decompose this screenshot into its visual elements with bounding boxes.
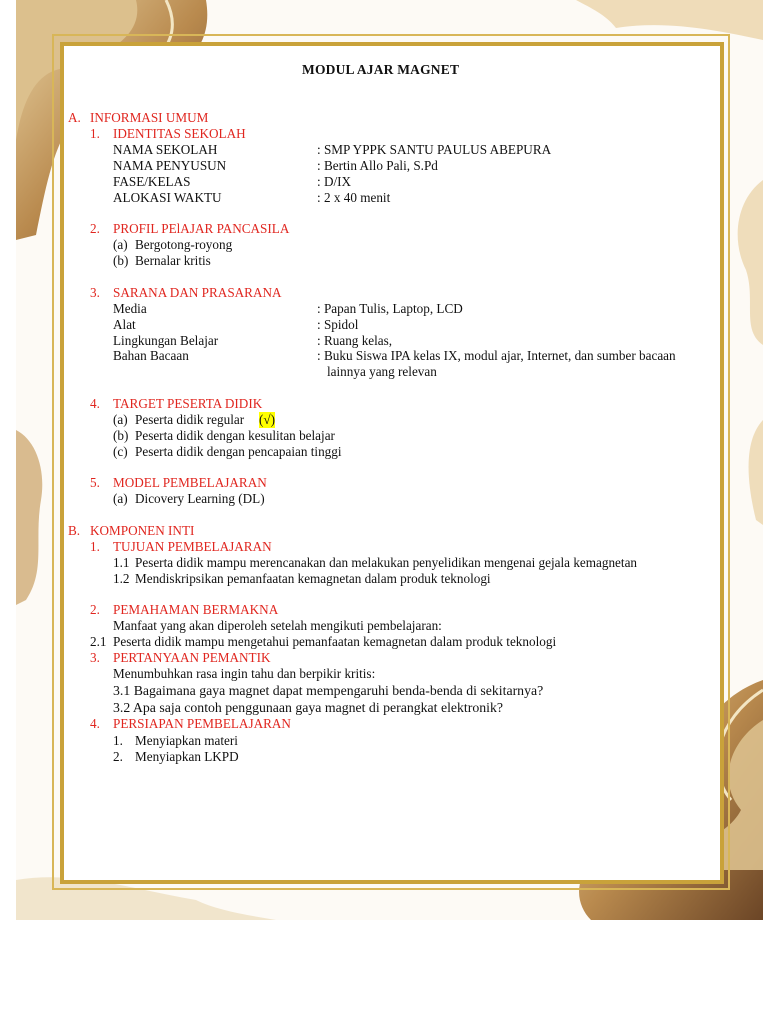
sarana-value-continuation: lainnya yang relevan [327, 364, 437, 379]
identitas-num: 1. [90, 126, 100, 141]
sarana-value: : Papan Tulis, Laptop, LCD [317, 301, 463, 316]
model-num: 5. [90, 475, 100, 490]
identitas-value: : D/IX [317, 174, 352, 189]
list-item: Peserta didik regular [135, 412, 245, 427]
sarana-label: Lingkungan Belajar [113, 333, 219, 348]
list-marker: (c) [113, 444, 128, 459]
list-item: Bernalar kritis [135, 253, 211, 268]
identitas-value: : Bertin Allo Pali, S.Pd [317, 158, 438, 173]
list-marker: 2. [113, 749, 123, 764]
list-item: Menyiapkan materi [135, 733, 238, 748]
pemahaman-heading: PEMAHAMAN BERMAKNA [113, 602, 279, 617]
pemahaman-intro: Manfaat yang akan diperoleh setelah mengikuti pembelajaran: [113, 618, 442, 633]
section-a-heading: INFORMASI UMUM [90, 110, 209, 125]
sarana-value: : Ruang kelas, [317, 333, 393, 348]
tujuan-heading: TUJUAN PEMBELAJARAN [113, 539, 272, 554]
pertanyaan-item: 3.1 Bagaimana gaya magnet dapat mempengaruhi benda-benda di sekitarnya? [113, 683, 544, 698]
page-title: MODUL AJAR MAGNET [302, 62, 460, 77]
identitas-heading: IDENTITAS SEKOLAH [113, 126, 246, 141]
identitas-label: NAMA SEKOLAH [113, 142, 218, 157]
list-item: Menyiapkan LKPD [135, 749, 239, 764]
selected-checkmark: (√) [259, 412, 276, 427]
list-item: Peserta didik dengan pencapaian tinggi [135, 444, 342, 459]
persiapan-num: 4. [90, 716, 100, 731]
sarana-label: Alat [113, 317, 136, 332]
section-b-heading: KOMPONEN INTI [90, 523, 195, 538]
list-item: Dicovery Learning (DL) [135, 491, 265, 506]
document-content [16, 0, 763, 920]
list-marker: 1.2 [113, 571, 130, 586]
identitas-label: NAMA PENYUSUN [113, 158, 227, 173]
sarana-value: : Buku Siswa IPA kelas IX, modul ajar, Internet, dan sumber bacaan [317, 348, 676, 363]
sarana-label: Media [113, 301, 147, 316]
profil-heading: PROFIL PElAJAR PANCASILA [113, 221, 290, 236]
list-item: Peserta didik dengan kesulitan belajar [135, 428, 335, 443]
target-num: 4. [90, 396, 100, 411]
pertanyaan-intro: Menumbuhkan rasa ingin tahu dan berpikir kritis: [113, 666, 376, 681]
sarana-heading: SARANA DAN PRASARANA [113, 285, 282, 300]
tujuan-num: 1. [90, 539, 100, 554]
persiapan-heading: PERSIAPAN PEMBELAJARAN [113, 716, 291, 731]
identitas-label: ALOKASI WAKTU [113, 190, 222, 205]
list-item: Bergotong-royong [135, 237, 233, 252]
list-marker: (b) [113, 428, 129, 443]
pemahaman-num: 2. [90, 602, 100, 617]
list-marker: (a) [113, 491, 128, 506]
list-marker: 2.1 [90, 634, 107, 649]
pertanyaan-heading: PERTANYAAN PEMANTIK [113, 650, 271, 665]
section-b-marker: B. [68, 523, 81, 538]
sarana-num: 3. [90, 285, 100, 300]
list-item: Peserta didik mampu merencanakan dan melakukan penyelidikan mengenai gejala kemagnetan [135, 555, 638, 570]
list-marker: 1.1 [113, 555, 130, 570]
identitas-label: FASE/KELAS [113, 174, 191, 189]
target-heading: TARGET PESERTA DIDIK [113, 396, 263, 411]
list-marker: (b) [113, 253, 129, 268]
identitas-value: : SMP YPPK SANTU PAULUS ABEPURA [317, 142, 552, 157]
list-marker: (a) [113, 412, 128, 427]
profil-num: 2. [90, 221, 100, 236]
list-marker: 1. [113, 733, 123, 748]
identitas-value: : 2 x 40 menit [317, 190, 391, 205]
list-item: Mendiskripsikan pemanfaatan kemagnetan dalam produk teknologi [135, 571, 491, 586]
pertanyaan-item: 3.2 Apa saja contoh penggunaan gaya magnet di perangkat elektronik? [113, 700, 504, 715]
sarana-value: : Spidol [317, 317, 359, 332]
pertanyaan-num: 3. [90, 650, 100, 665]
list-marker: (a) [113, 237, 128, 252]
list-item: Peserta didik mampu mengetahui pemanfaatan kemagnetan dalam produk teknologi [113, 634, 557, 649]
model-heading: MODEL PEMBELAJARAN [113, 475, 267, 490]
sarana-label: Bahan Bacaan [113, 348, 189, 363]
section-a-marker: A. [68, 110, 81, 125]
